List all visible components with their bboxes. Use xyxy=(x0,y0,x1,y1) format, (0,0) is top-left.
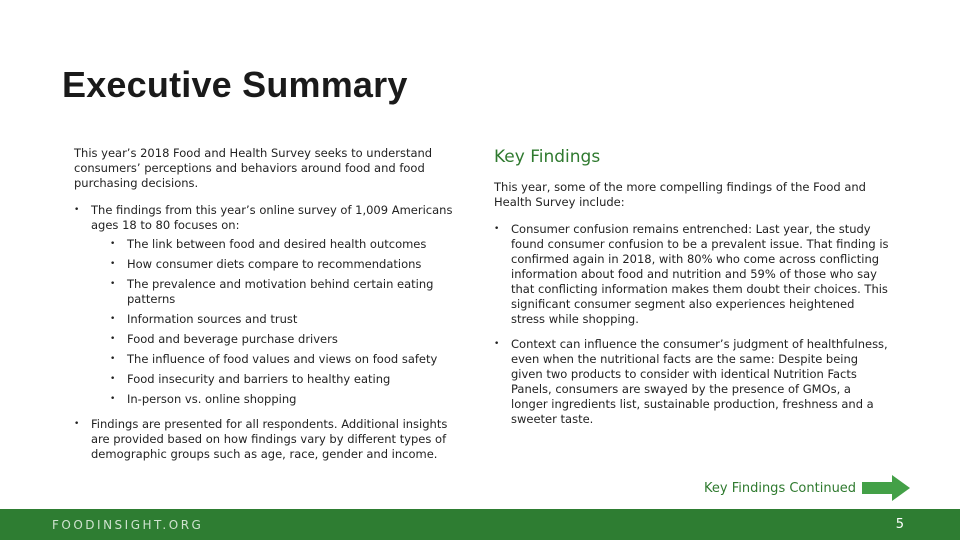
list-item: • Food and beverage purchase drivers xyxy=(91,332,454,347)
focus-bullet-text: The findings from this year’s online survey of 1,009 Americans ages 18 to 80 focuses on: xyxy=(91,203,453,232)
list-item: • In-person vs. online shopping xyxy=(91,392,454,407)
list-item xyxy=(74,203,454,407)
key-findings-continued-link[interactable] xyxy=(704,475,912,501)
page-number: 5 xyxy=(895,517,904,532)
footer-bar xyxy=(0,509,960,540)
list-item: • Consumer confusion remains entrenched: Last year, the study found consumer confusion to be a prevalent issue. That finding is confirmed again in 2018, with 80% who come across conflicting information about food and nutrition and 59% of those who say that conflicting information makes them doubt their choices. This significant consumer segment also experiences heightened stress while shopping. xyxy=(494,222,890,327)
survey-overview-column xyxy=(74,146,454,472)
list-item: • Context can influence the consumer’s judgment of healthfulness, even when the nutritional facts are the same: Despite being given two products to consider with identical Nutrition Facts Panels, consumers are swayed by the presence of GMOs, a longer ingredients list, sustainable production, freshness and a sweeter taste. xyxy=(494,337,890,427)
list-item xyxy=(74,417,454,462)
key-findings-heading: Key Findings xyxy=(494,147,601,167)
page-title: Executive Summary xyxy=(62,64,408,105)
list-item: • How consumer diets compare to recommendations xyxy=(91,257,454,272)
footer-url: FOODINSIGHT.ORG xyxy=(52,518,204,532)
key-findings-intro: This year, some of the more compelling findings of the Food and Health Survey include: xyxy=(494,180,866,209)
overview-bullet-list xyxy=(74,203,454,462)
list-item: • Information sources and trust xyxy=(91,312,454,327)
focus-topics-list xyxy=(91,237,454,407)
continue-label: Key Findings Continued xyxy=(704,480,857,496)
key-findings-column xyxy=(494,146,890,437)
survey-intro: This year’s 2018 Food and Health Survey seeks to understand consumers’ perceptions and behaviors around food and food purchasing decisions. xyxy=(74,146,433,190)
list-item: • The prevalence and motivation behind certain eating patterns xyxy=(91,277,454,307)
key-findings-list xyxy=(494,222,890,427)
findings-note-text: Findings are presented for all respondents. Additional insights are provided based on how findings vary by different types of demographic groups such as age, race, gender and income. xyxy=(91,417,448,461)
list-item: • Food insecurity and barriers to healthy eating xyxy=(91,372,454,387)
arrow-right-icon[interactable] xyxy=(862,475,912,501)
list-item: • The influence of food values and views on food safety xyxy=(91,352,454,367)
list-item: • The link between food and desired health outcomes xyxy=(91,237,454,252)
